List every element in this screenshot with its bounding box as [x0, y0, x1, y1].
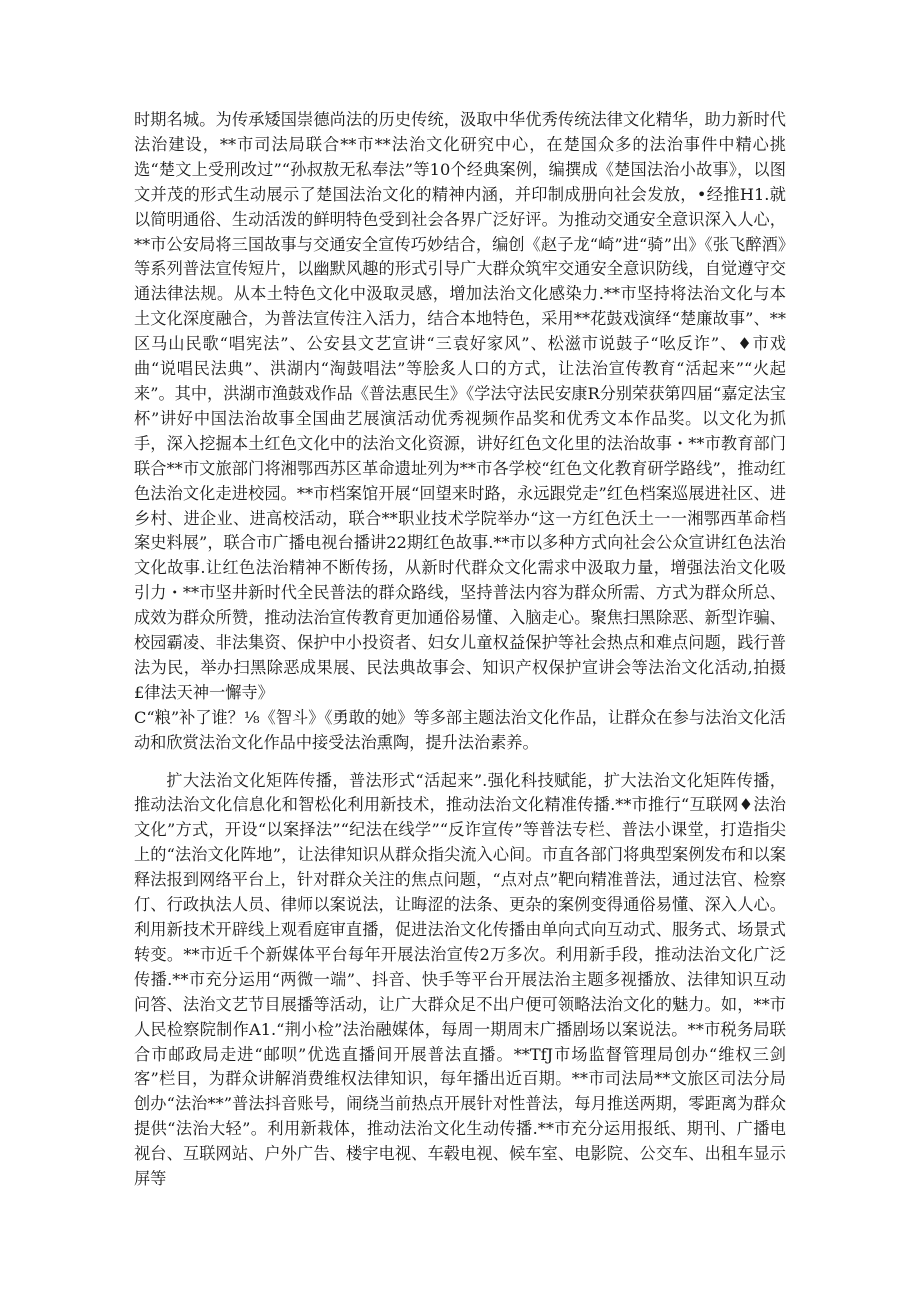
paragraph-1: 时期名城。为传承矮国崇德尚法的历史传统，汲取中华优秀传统法律文化精华，助力新时代法治建设，**市司法局联合**市**法治文化研究中心，在楚国众多的法治事件中精心挑选“楚文上受刑改过”“孙叔敖无私奉法”等10个经典案例，编撰成《楚国法治小故事》，以图文并茂的形式生动展示了楚国法治文化的精神内涵，并印制成册向社会发放，•经推H1.就以简明通俗、生动活泼的鲜明特色受到社会各界广泛好评。为推动交通安全意识深入人心，**市公安局将三国故事与交通安全宣传巧妙结合，编创《赵子龙“崎”进“骑”出》《张飞醉酒》等系列普法宣传短片，以幽默风趣的形式引导广大群众筑牢交通安全意识防线，自觉遵守交通法律法规。从本土特色文化中汲取灵感，增加法治文化感染力.**市坚持将法治文化与本土文化深度融合，为普法宣传注入活力，结合本地特色，采用**花鼓戏演绎“楚廉故事”、**区马山民歌“唱宪法”、公安县文艺宣讲“三袁好家风”、松滋市说鼓子“吆反诈”、♦市戏曲“说唱民法典”、洪湖内“淘鼓唱法”等脍炙人口的方式，让法治宣传教育“活起来”“火起来”。其中，洪湖市渔鼓戏作品《普法惠民生》《学法守法民安康R分别荣获第四届“嘉定法宝杯”讲好中国法治故事全国曲艺展演活动优秀视频作品奖和优秀文本作品奖。以文化为抓手，深入挖掘本土红色文化中的法治文化资源，讲好红色文化里的法治故事・**市教育部门联合**市文旅部门将湘鄂西苏区革命遗址列为**市各学校“红色文化教育研学路线”，推动红色法治文化走进校园。**市档案馆开展“回望来时路，永远跟党走”红色档案巡展进社区、进乡村、进企业、进高校活动，联合**职业技术学院举办“这一方红色沃土一一湘鄂西革命档案史料展”，联合市广播电视台播讲22期红色故事.**市以多种方式向社会公众宣讲红色法治文化故事.让红色法治精神不断传扬，从新时代群众文化需求中汲取力量，增强法治文化吸引力・**市坚井新时代全民普法的群众路线，坚持普法内容为群众所需、方式为群众所总、成效为群众所赞，推动法治宣传教育更加通俗易懂、入脑走心。聚焦扫黑除恶、新型诈骗、校园霸凌、非法集资、保护中小投资者、妇女儿童权益保护等社会热点和难点问题，践行普法为民，举办扫黑除恶成果展、民法典故事会、知识产权保护宣讲会等法治文化活动,拍摄£律法天神一懈寺》 [134, 110, 786, 702]
document-page [134, 108, 786, 1192]
paragraph-2: C“粮”补了谁？⅛《智斗》《勇敢的她》等多部主题法治文化作品，让群众在参与法治文化活动和欣赏法治文化作品中接受法治熏陶，提升法治素养。 [134, 707, 786, 752]
paragraph-3: 扩大法治文化矩阵传播，普法形式“活起来”.强化科技赋能，扩大法治文化矩阵传播，推动法治文化信息化和智松化利用新技术，推动法治文化精准传播.**市推行“互联网♦法治文化”方式，开设“以案择法”“纪法在线学”“反诈宣传”等普法专栏、普法小课堂，打造指尖上的“法治文化阵地”，让法律知识从群众指尖流入心间。市直各部门将典型案例发布和以案释法报到网络平台上，针对群众关注的焦点问题，“点对点”靶向精准普法，通过法官、检察仃、行政执法人员、律师以案说法，让晦涩的法条、更杂的案例变得通俗易懂、深入人心。利用新技术开辟线上观看庭审直播，促进法治文化传播由单向式向互动式、服务式、场景式转变。**市近千个新媒体平台每年开展法治宣传2万多次。利用新手段，推动法治文化广泛传播.**市充分运用“两微一端”、抖音、快手等平台开展法治主题多视播放、法律知识互动问答、法治文艺节目展播等活动，让广大群众足不出户便可领略法治文化的魅力。如，**市人民检察院制作A1.“荆小检”法治融媒体，每周一期周末广播剧场以案说法。**市税务局联合市邮政局走进“邮呗”优选直播间开展普法直播。**TfJ市场监督管理局创办“维权三剑客”栏目，为群众讲解消费维权法律知识，每年播出近百期。**市司法局**文旅区司法分局创办“法治**”普法抖音账号，闹绕当前热点开展针对性普法，每月推送两期，零距离为群众提供“法治大轻”。利用新栽体，推动法治文化生动传播.**市充分运用报纸、期刊、广播电视台、互联网站、户外广告、楼宇电视、车毂电视、候车室、电影院、公交车、出租车显示屏等 [134, 770, 786, 1189]
